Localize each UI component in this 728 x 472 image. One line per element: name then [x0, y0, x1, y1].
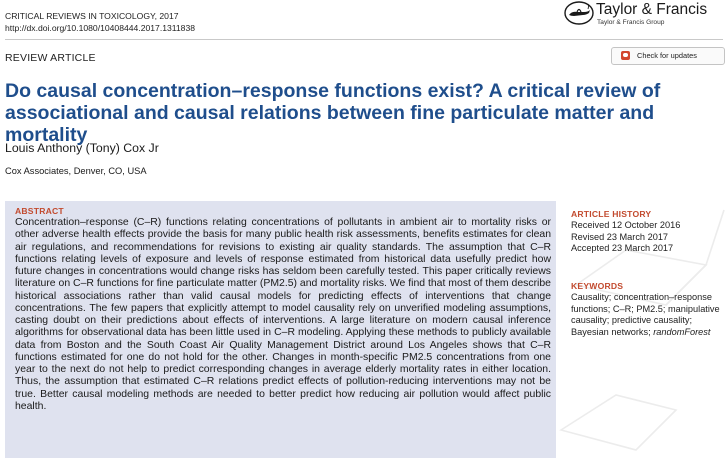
keyword-randomforest: randomForest [653, 326, 711, 337]
title-line: Do causal concentration–response functions exist? A critical review of [5, 80, 661, 102]
check-for-updates-button[interactable] [611, 47, 725, 65]
keywords-heading: KEYWORDS [571, 281, 624, 291]
publisher-name: Taylor & Francis [596, 1, 708, 18]
title-line: associational and causal relations between fine particulate matter and mortality [5, 102, 655, 146]
doi-link[interactable]: http://dx.doi.org/10.1080/10408444.2017.1311838 [5, 23, 196, 33]
article-title [5, 80, 720, 146]
received-date: Received 12 October 2016 [571, 220, 681, 230]
accepted-date: Accepted 23 March 2017 [571, 243, 674, 254]
check-for-updates-label: Check for updates [637, 51, 697, 60]
author-affiliation: Cox Associates, Denver, CO, USA [5, 166, 147, 176]
publisher-logo[interactable] [564, 0, 724, 30]
journal-name: CRITICAL REVIEWS IN TOXICOLOGY, 2017 [5, 11, 179, 21]
lamp-icon [564, 1, 594, 25]
author-name[interactable]: Louis Anthony (Tony) Cox Jr [5, 141, 159, 155]
abstract-heading: ABSTRACT [15, 206, 64, 216]
article-type-label: REVIEW ARTICLE [5, 52, 96, 64]
header-divider [5, 39, 723, 40]
keywords-list [571, 292, 721, 338]
article-history-heading: ARTICLE HISTORY [571, 209, 652, 219]
keywords-plain: Causality; concentration–response functions; C–R; PM2.5; manipulative causality; predictive causality; Bayesian networks; [571, 292, 720, 337]
revised-date: Revised 23 March 2017 [571, 231, 669, 242]
publisher-group: Taylor & Francis Group [597, 19, 665, 26]
article-history [571, 209, 721, 255]
journal-header [5, 10, 195, 34]
abstract-text: Concentration–response (C–R) functions relating concentrations of pollutants in ambient air to mortality risks or other adverse health effects provide the basis for many public health risk assessments, benefits estimates for clean air regulations, and recommendations for revisions to existing air quality standards. The assumption that C–R functions relating levels of exposure and levels of response estimated from historical data usefully predict how future changes in concentrations would change risks has seldom been carefully tested. This paper critically reviews literature on C–R functions for fine particulate matter (PM2.5) and mortality risks. We find that most of them describe historical associations rather than valid causal models for predicting effects of interventions that change concentrations. The few papers that explicitly attempt to model causality rely on unverified modeling assumptions, casting doubt on their predictions about effects of interventions. A large literature on modern causal inference algorithms for observational data has been little used in C–R modeling. Applying these methods to publicly available data from Boston and the South Coast Air Quality Management District around Los Angeles shows that C–R functions estimated for one do not hold for the other. Changes in month-specific PM2.5 concentrations from one year to the next do not help to predict corresponding changes in average elderly mortality rates in either location. Thus, the assumption that estimated C–R relations predict effects of pollution-reducing interventions may not be true. Better causal modeling methods are needed to better predict how reducing air pollution would affect public health. [15, 217, 551, 412]
crossmark-icon [621, 51, 630, 60]
keywords-section [571, 281, 721, 338]
